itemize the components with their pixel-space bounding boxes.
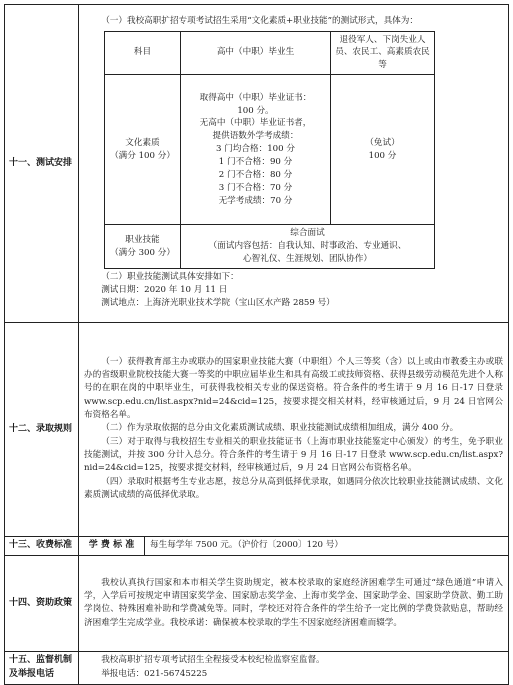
section-admission-label: 十二、录取规则 bbox=[5, 323, 79, 537]
culture-other-score: （免试） 100 分 bbox=[331, 75, 435, 225]
skill-subject: 职业技能 （满分 300 分） bbox=[105, 225, 181, 269]
exam-row-skill bbox=[105, 225, 435, 269]
section-fees-label: 十三、收费标准 bbox=[5, 537, 79, 556]
admission-rule-4: （四）录取时根据考生专业志愿，按总分从高到低择优录取，如遇同分依次比较职业技能测试成绩、文化素质测试成绩的高低择优录取。 bbox=[84, 476, 503, 500]
section-aid-label: 十四、资助政策 bbox=[5, 556, 79, 652]
culture-hs-score: 取得高中（中职）毕业证书： 100 分。 无高中（中职）毕业证书者， 提供语数外学考成绩： 3 门均合格：100 分 1 门不合格：90 分 2 门不合格：80 分 3 门不合格：70 分 无学考成绩：70 分 bbox=[181, 75, 331, 225]
section-supervision-content bbox=[79, 652, 509, 685]
exam-row-culture bbox=[105, 75, 435, 225]
skill-test-title: （二）职业技能测试具体安排如下： bbox=[101, 271, 239, 282]
section-aid-row bbox=[5, 556, 509, 652]
section-aid-content bbox=[79, 556, 509, 652]
exam-table-header bbox=[105, 31, 435, 75]
culture-subject: 文化素质 （满分 100 分） bbox=[105, 75, 181, 225]
section-supervision-row bbox=[5, 652, 509, 685]
test-date: 测试日期：2020 年 10 月 11 日 bbox=[101, 285, 228, 296]
section-admission-content bbox=[79, 323, 509, 537]
report-phone: 举报电话：021-56745225 bbox=[101, 668, 208, 679]
section-testing-row bbox=[5, 5, 509, 323]
exam-subject-table bbox=[104, 31, 435, 269]
header-other: 退役军人、下岗失业人员、农民工、高素质农民等 bbox=[331, 31, 435, 75]
section-testing-label: 十一、测试安排 bbox=[5, 5, 79, 323]
test-place: 测试地点：上海济光职业技术学院（宝山区水产路 2859 号） bbox=[101, 298, 335, 309]
section-supervision-label: 十五、监督机制及举报电话 bbox=[5, 652, 79, 685]
tuition-sublabel: 学 费 标 准 bbox=[79, 537, 145, 556]
aid-policy-text: 我校认真执行国家和本市相关学生资助规定，被本校录取的家庭经济困难学生可通过“绿色通道”申请入学，入学后可按规定申请国家奖学金、国家励志奖学金、上海市奖学金、国家助学金、国家助学贷款、勤工助学岗位、特殊困难补助和学费减免等。同时，学校还对符合条件的学生给予一定比例的学费贷款贴息，帮助经济困难学生完成学业。我校承诺：确保被本校录取的学生不因家庭经济困难而辍学。 bbox=[84, 577, 503, 628]
section-testing-content bbox=[79, 5, 509, 323]
admission-rules-table bbox=[4, 4, 509, 685]
admission-rule-2: （二）作为录取依据的总分由文化素质测试成绩、职业技能测试成绩相加组成，满分 400 分。 bbox=[101, 423, 459, 434]
skill-description: 综合面试 （面试内容包括：自我认知、时事政治、专业通识、 心智礼仪、生涯规划、团队协作） bbox=[181, 225, 435, 269]
admission-rule-1: （一）获得教育部主办或联办的国家职业技能大赛（中职组）个人三等奖（含）以上或由市教委主办或联办的省级职业院校技能大赛一等奖的中职应届毕业生和具有高级工或技师资格、获得县级劳动模范先进个人称号的在职在岗的中职毕业生，可获得我校相关专业的保送资格。符合条件的考生请于 9 月 16 日-17 日登录 www.scp.edu.cn/list.aspx?nid=24&cid=125，按要求提交相关材料，经审核通过后，9 月 24 日官网公布资格名单。 bbox=[84, 356, 503, 421]
testing-intro: （一）我校高职扩招专项考试招生采用“文化素质+职业技能”的测试形式，具体为： bbox=[101, 16, 418, 27]
header-hs-grad: 高中（中职）毕业生 bbox=[181, 31, 331, 75]
supervision-text: 我校高职扩招专项考试招生全程接受本校纪检监察室监督。 bbox=[101, 655, 325, 666]
tuition-amount: 每生每学年 7500 元。（沪价行〔2000〕120 号） bbox=[145, 537, 509, 556]
admission-rule-3: （三）对于取得与我校招生专业相关的职业技能证书（上海市职业技能鉴定中心颁发）的考生，免予职业技能测试，并按 300 分计入总分。符合条件的考生请于 9 月 16 日-17 日登录 www.scp.edu.cn/list.aspx?nid=24&cid=125，按要求提交材料，经审核通过后，9 月 24 日官网公布资格名单。 bbox=[84, 436, 503, 474]
section-fees-row bbox=[5, 537, 509, 556]
section-admission-row bbox=[5, 323, 509, 537]
header-subject: 科目 bbox=[105, 31, 181, 75]
